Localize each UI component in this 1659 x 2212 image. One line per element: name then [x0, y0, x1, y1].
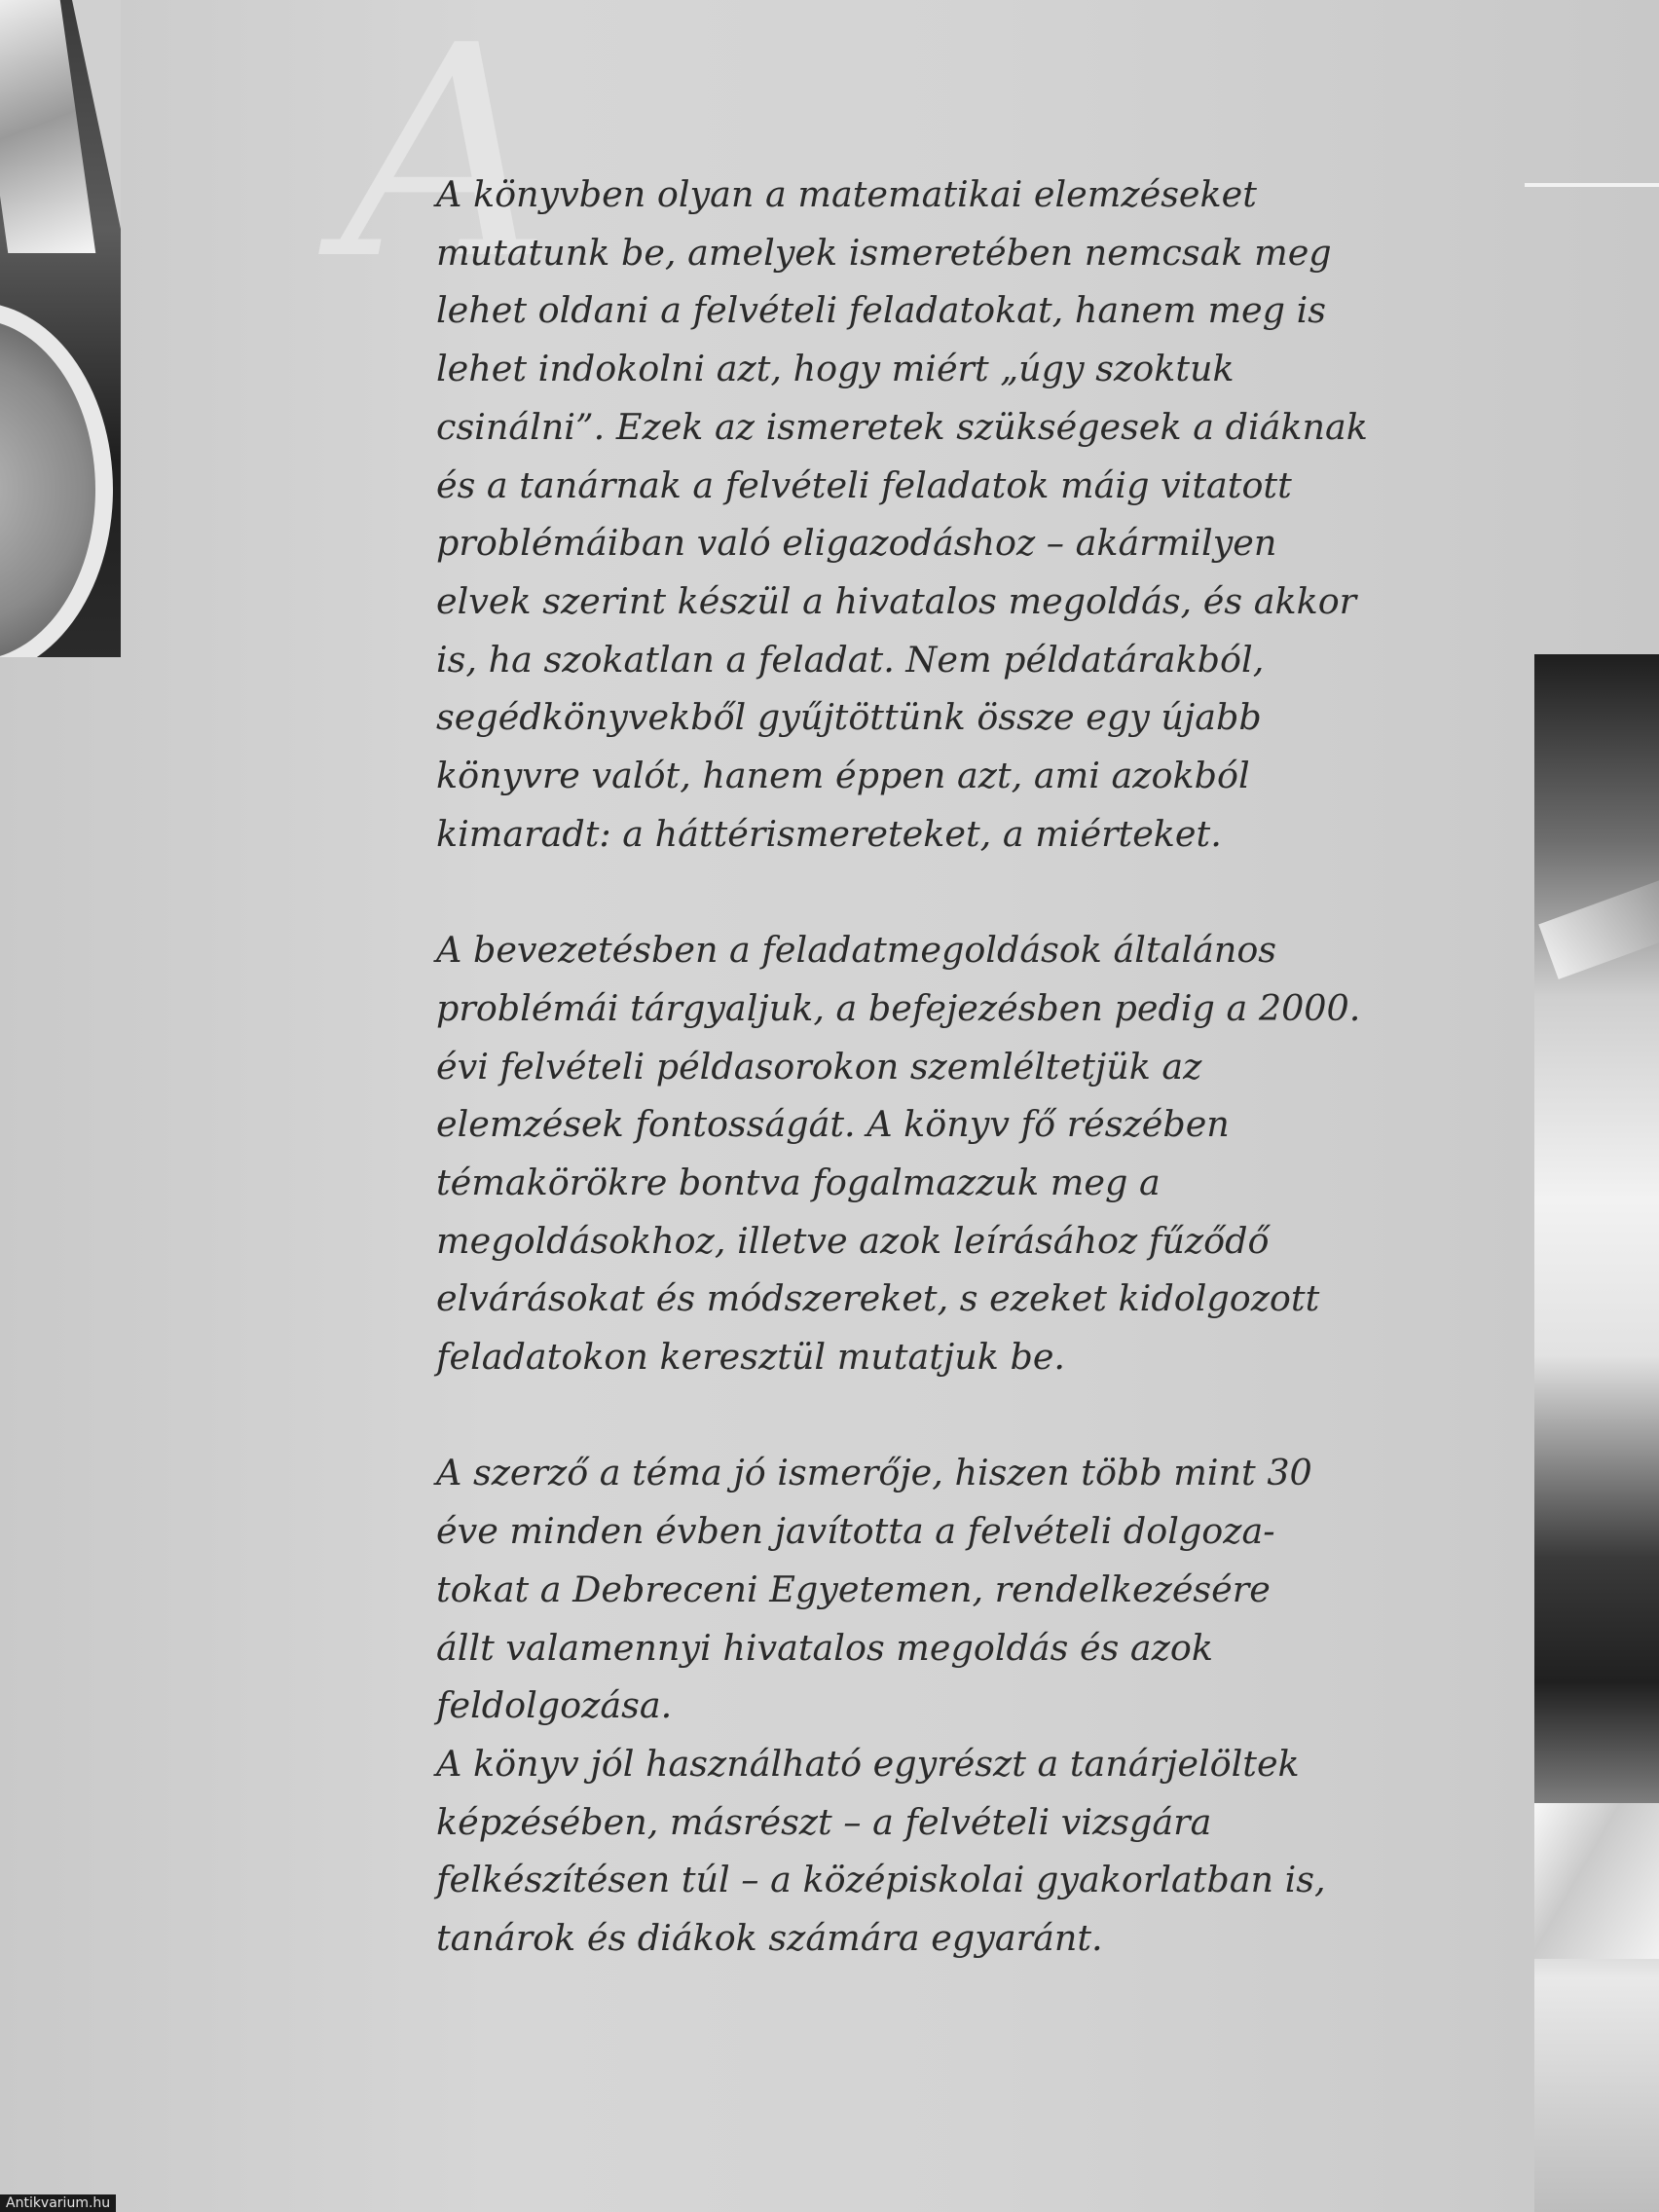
text-line: tanárok és diákok számára egyaránt.: [436, 1917, 1103, 1960]
watermark-label: Antikvarium.hu: [0, 2194, 116, 2212]
text-line: csinálni”. Ezek az ismeretek szükségesek a diáknak: [436, 405, 1368, 448]
text-line: megoldásokhoz, illetve azok leírásához fűződő: [436, 1219, 1270, 1262]
text-line: problémáiban való eligazodáshoz – akármilyen: [436, 522, 1277, 565]
text-line: A könyv jól használható egyrészt a tanárjelöltek: [436, 1742, 1300, 1785]
text-line: problémái tárgyaljuk, a befejezésben pedig a 2000.: [436, 986, 1361, 1029]
text-line: A bevezetésben a feladatmegoldások általános: [436, 929, 1277, 972]
text-line: is, ha szokatlan a feladat. Nem példatárakból,: [436, 638, 1265, 681]
text-line: lehet oldani a felvételi feladatokat, hanem meg is: [436, 289, 1327, 332]
text-line: kimaradt: a háttérismereteket, a miérteket.: [436, 812, 1222, 855]
text-line: képzésében, másrészt – a felvételi vizsgára: [436, 1800, 1212, 1843]
paragraph-gap: [436, 1386, 1410, 1445]
paragraph-gap: [436, 863, 1410, 921]
decorative-rule: [1525, 183, 1659, 187]
text-line: lehet indokolni azt, hogy miért „úgy szoktuk: [436, 348, 1235, 390]
photo-lens-ring: [0, 302, 113, 657]
text-line: évi felvételi példasorokon szemléltetjük az: [436, 1045, 1202, 1088]
photo-glint: [1538, 874, 1659, 979]
blurb-text: [436, 166, 1410, 1968]
text-line: elvek szerint készül a hivatalos megoldás, és akkor: [436, 579, 1357, 622]
text-line: könyvre valót, hanem éppen azt, ami azokból: [436, 755, 1250, 797]
text-line: témakörökre bontva fogalmazzuk meg a: [436, 1161, 1161, 1203]
text-line: mutatunk be, amelyek ismeretében nemcsak meg: [436, 231, 1332, 274]
text-line: felkészítésen túl – a középiskolai gyakorlatban is,: [436, 1859, 1326, 1901]
decorative-photo-left: [0, 0, 121, 657]
text-line: állt valamennyi hivatalos megoldás és azok: [436, 1626, 1213, 1669]
text-line: elvárásokat és módszereket, s ezeket kidolgozott: [436, 1277, 1320, 1320]
decorative-photo-right: [1534, 654, 1659, 2212]
text-line: feladatokon keresztül mutatjuk be.: [436, 1336, 1066, 1379]
text-line: tokat a Debreceni Egyetemen, rendelkezésére: [436, 1567, 1271, 1610]
text-line: A szerző a téma jó ismerője, hiszen több mint 30: [436, 1452, 1312, 1494]
text-line: feldolgozása.: [436, 1684, 673, 1727]
text-line: A könyvben olyan a matematikai elemzéseket: [436, 173, 1257, 215]
text-line: és a tanárnak a felvételi feladatok máig vitatott: [436, 463, 1292, 506]
text-line: segédkönyvekből gyűjtöttünk össze egy újabb: [436, 696, 1262, 739]
photo-band: [1534, 1803, 1659, 1959]
text-line: elemzések fontosságát. A könyv fő részében: [436, 1103, 1230, 1146]
decorative-drop-letter: A: [341, 0, 552, 323]
text-line: éve minden évben javította a felvételi dolgoza-: [436, 1510, 1275, 1553]
